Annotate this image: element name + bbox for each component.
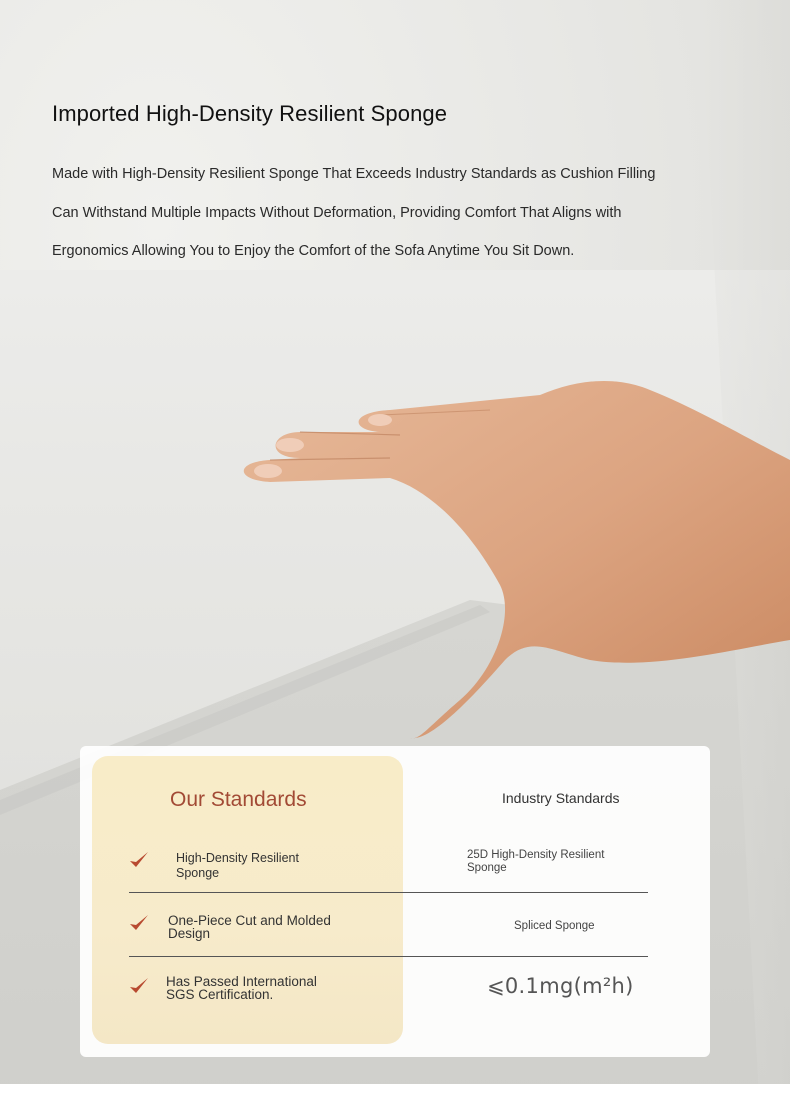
intro-line: Ergonomics Allowing You to Enjoy the Comfort of the Sofa Anytime You Sit Down. [52,243,575,259]
row-line: Sponge [176,866,220,880]
row-line: High-Density Resilient [176,851,299,865]
row-line: Design [168,926,211,941]
intro-line: Can Withstand Multiple Impacts Without Deformation, Providing Comfort That Aligns with [52,204,622,221]
row-line: Spliced Sponge [514,920,595,932]
industry-standard-row-1 [467,849,604,875]
checkmark-icon [128,850,150,870]
row-line: 25D High-Density Resilient [467,849,605,861]
row-divider [129,956,648,957]
row-divider [129,892,648,893]
checkmark-icon [128,913,150,933]
intro-line: Made with High-Density Resilient Sponge That Exceeds Industry Standards as Cushion Filling [52,166,656,182]
our-standard-row-2 [168,914,331,940]
row-line: SGS Certification. [166,987,274,1002]
row-line: One-Piece Cut and Molded [168,913,331,928]
page-title: Imported High-Density Resilient Sponge [52,100,448,126]
intro-paragraph [52,155,742,271]
industry-standard-row-3: ⩽0.1mg(m²h) [487,974,634,998]
bottom-strip [0,1084,790,1116]
our-standard-row-1 [176,851,299,881]
our-standard-row-3 [166,975,317,1001]
row-line: Has Passed International [166,974,317,989]
our-standards-title: Our Standards [170,788,307,811]
checkmark-icon [128,976,150,996]
industry-standard-row-2 [514,920,595,933]
hand-pressing-sponge-illustration [230,370,790,750]
industry-standards-title: Industry Standards [502,790,620,806]
row-line: Sponge [467,862,507,874]
